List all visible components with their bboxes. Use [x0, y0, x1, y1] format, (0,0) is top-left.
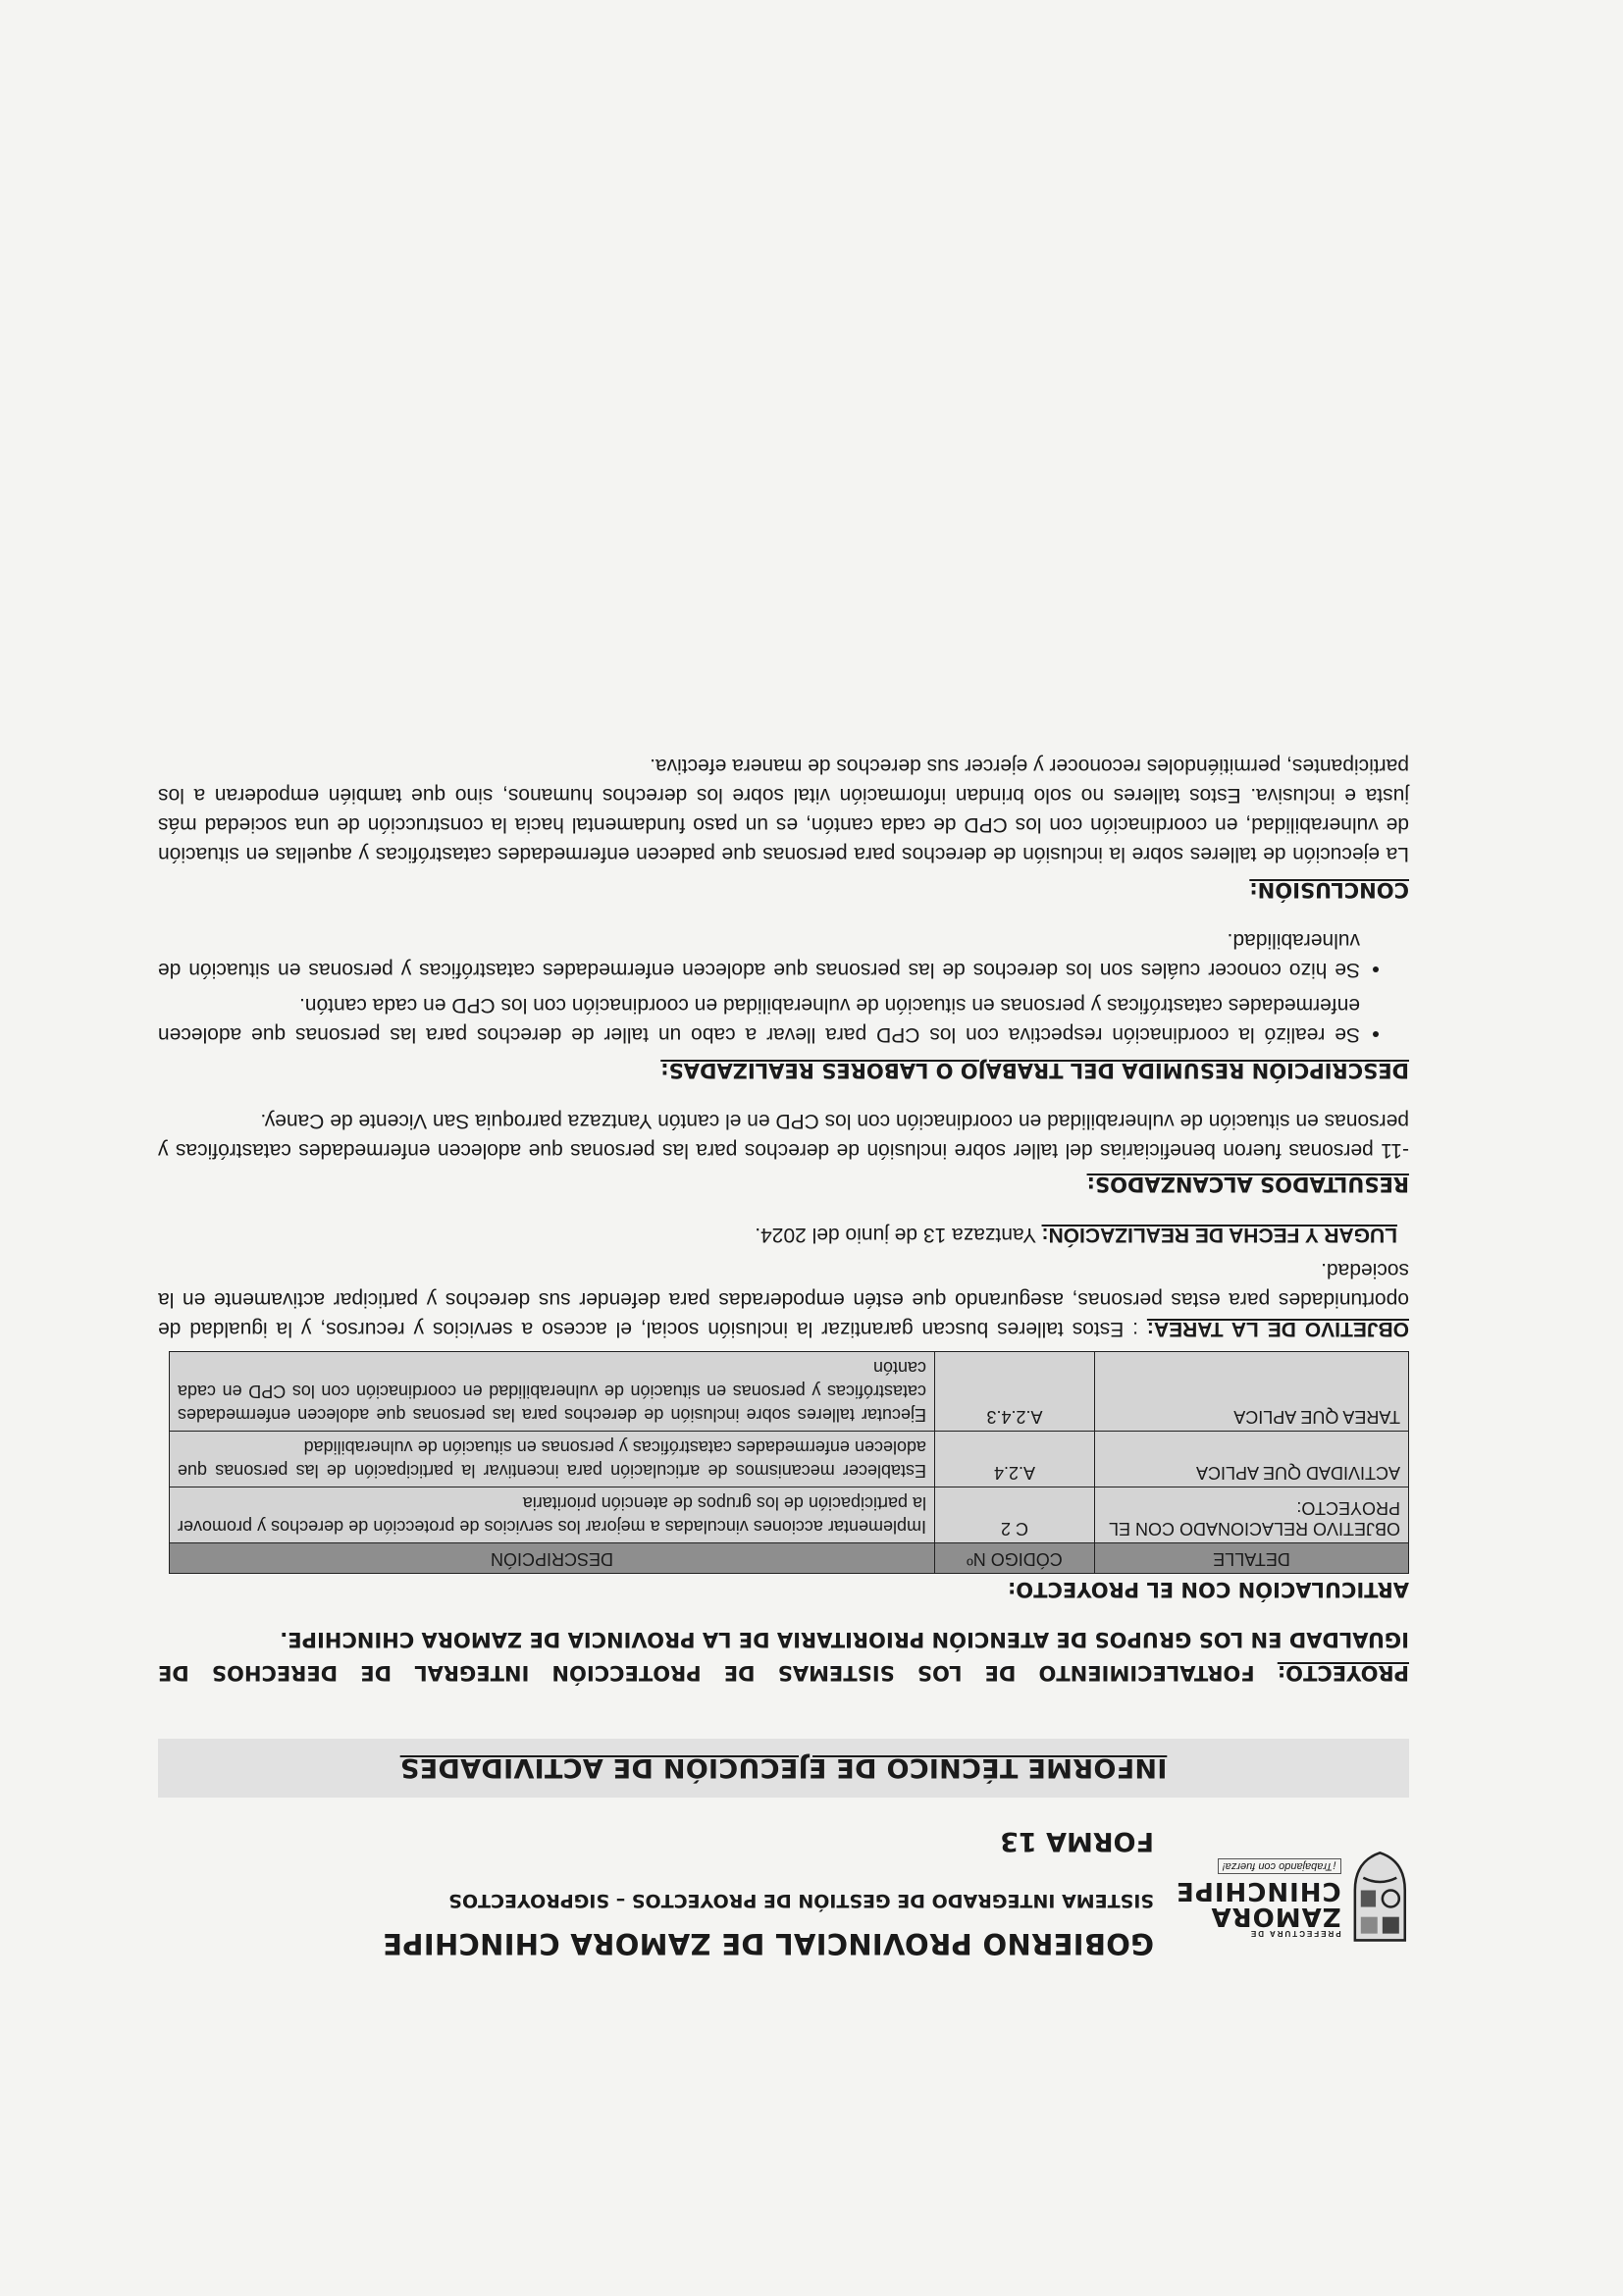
project-name-line2: IGUALDAD EN LOS GRUPOS DE ATENCIÓN PRIORITARIA DE LA PROVINCIA DE ZAMORA CHINCHIPE. — [280, 1628, 1409, 1651]
articulation-table — [169, 1351, 1409, 1574]
articulation-title: ARTICULACIÓN CON EL PROYECTO: — [1007, 1578, 1409, 1601]
table-row — [170, 1487, 1409, 1543]
logo-name-chinchipe: CHINCHIPE — [1176, 1876, 1341, 1906]
list-item: • Se hizo conocer cuáles son los derechos de las personas que adolecen enfermedades catastróficas y personas en situación de vulnerabilidad. — [158, 925, 1360, 984]
page-header — [158, 1825, 1409, 1972]
conclusion-title: CONCLUSIÓN: — [1249, 878, 1409, 902]
project-label: PROYECTO: — [1277, 1661, 1409, 1685]
conclusion-text: La ejecución de talleres sobre la inclusión de derechos para personas que padecen enfermedades catastróficas y aquellas en situación de vulnerabilidad, en coordinación con los CPD de cada cantón, es un paso fundamental hacia la construcción de una sociedad más justa e inclusiva. Estos talleres no solo brindan información vital sobre los derechos humanos, sino que también empoderan a los participantes, permitiéndoles reconocer y ejercer sus derechos de manera efectiva. — [158, 755, 1409, 865]
form-number: FORMA 13 — [1000, 1826, 1154, 1856]
row-description: Establecer mecanismos de articulación para incentivar la participación de las personas que adolecen enfermedades catastróficas y personas en situación de vulnerabilidad — [170, 1432, 935, 1487]
list-item: • Se realizó la coordinación respectiva con los CPD para llevar a cabo un taller de derechos para las personas que adolecen enfermedades catastróficas y personas en situación de vulnerabilidad en coordinación con los CPD en cada cantón. — [158, 990, 1360, 1049]
system-title: SISTEMA INTEGRADO DE GESTIÓN DE PROYECTOS – SIGPROYECTOS — [448, 1890, 1154, 1911]
results-text: -11 personas fueron beneficiarias del taller sobre inclusión de derechos para las personas que adolecen enfermedades catastróficas y personas en situación de vulnerabilidad en coordinación con los CPD en el cantón Yantzaza parroquia San Vicente de Caney. — [158, 1110, 1409, 1162]
task-objective — [158, 1255, 1409, 1343]
row-code: C 2 — [935, 1487, 1095, 1543]
page-content — [158, 751, 1409, 1972]
place-label: LUGAR Y FECHA DE REALIZACIÓN: — [1041, 1224, 1397, 1246]
results-title: RESULTADOS ALCANZADOS: — [1086, 1173, 1409, 1196]
place-and-date — [158, 1220, 1409, 1249]
place-text: Yantzaza 13 de junio del 2024. — [755, 1224, 1042, 1246]
column-header-code: CÓDIGO Nº — [935, 1543, 1095, 1574]
table-row — [170, 1432, 1409, 1487]
shield-icon — [1351, 1840, 1409, 1957]
table-header-row — [170, 1543, 1409, 1574]
logo-name-zamora: ZAMORA — [1210, 1902, 1341, 1932]
logo-caption: PREFECTURA DE — [1248, 1929, 1341, 1939]
row-description: Implementar acciones vinculadas a mejorar los servicios de protección de derechos y promover la participación de los grupos de atención prioritaria — [170, 1487, 935, 1543]
objective-label: OBJETIVO DE LA TAREA: — [1146, 1318, 1409, 1340]
activities-title: DESCRIPCIÓN RESUMIDA DEL TRABAJO O LABORES REALIZADAS: — [660, 1059, 1409, 1082]
activities-list — [158, 925, 1409, 1049]
row-code: A.2.4 — [935, 1432, 1095, 1487]
logo-slogan: ¡Trabajando con fuerza! — [1218, 1859, 1341, 1875]
row-code: A.2.4.3 — [935, 1352, 1095, 1432]
objective-text: : Estos talleres buscan garantizar la inclusión social, el acceso a servicios y recursos, y la igualdad de oportunidades para estas personas, asegurando que estén empoderadas para defender sus derechos y participar activamente en la sociedad. — [158, 1259, 1409, 1340]
row-detail: TAREA QUE APLICA — [1095, 1352, 1409, 1432]
row-detail: ACTIVIDAD QUE APLICA — [1095, 1432, 1409, 1487]
table-row — [170, 1352, 1409, 1432]
row-detail: OBJETIVO RELACIONADO CON EL PROYECTO: — [1095, 1487, 1409, 1543]
prefectura-logo — [1176, 1825, 1409, 1972]
row-description: Ejecutar talleres sobre inclusión de derechos para las personas que adolecen enfermedades catastróficas y personas en situación de vulnerabilidad en coordinación con los CPD en cada cantón — [170, 1352, 935, 1432]
column-header-detail: DETALLE — [1095, 1543, 1409, 1574]
report-title: INFORME TÉCNICO DE EJECUCIÓN DE ACTIVIDADES — [399, 1752, 1168, 1784]
project-block — [158, 1623, 1409, 1690]
column-header-description: DESCRIPCIÓN — [170, 1543, 935, 1574]
project-name-line1: FORTALECIMIENTO DE LOS SISTEMAS DE PROTECCIÓN INTEGRAL DE DERECHOS DE — [158, 1661, 1255, 1685]
government-title: GOBIERNO PROVINCIAL DE ZAMORA CHINCHIPE — [382, 1927, 1154, 1960]
report-title-bar — [158, 1739, 1409, 1798]
